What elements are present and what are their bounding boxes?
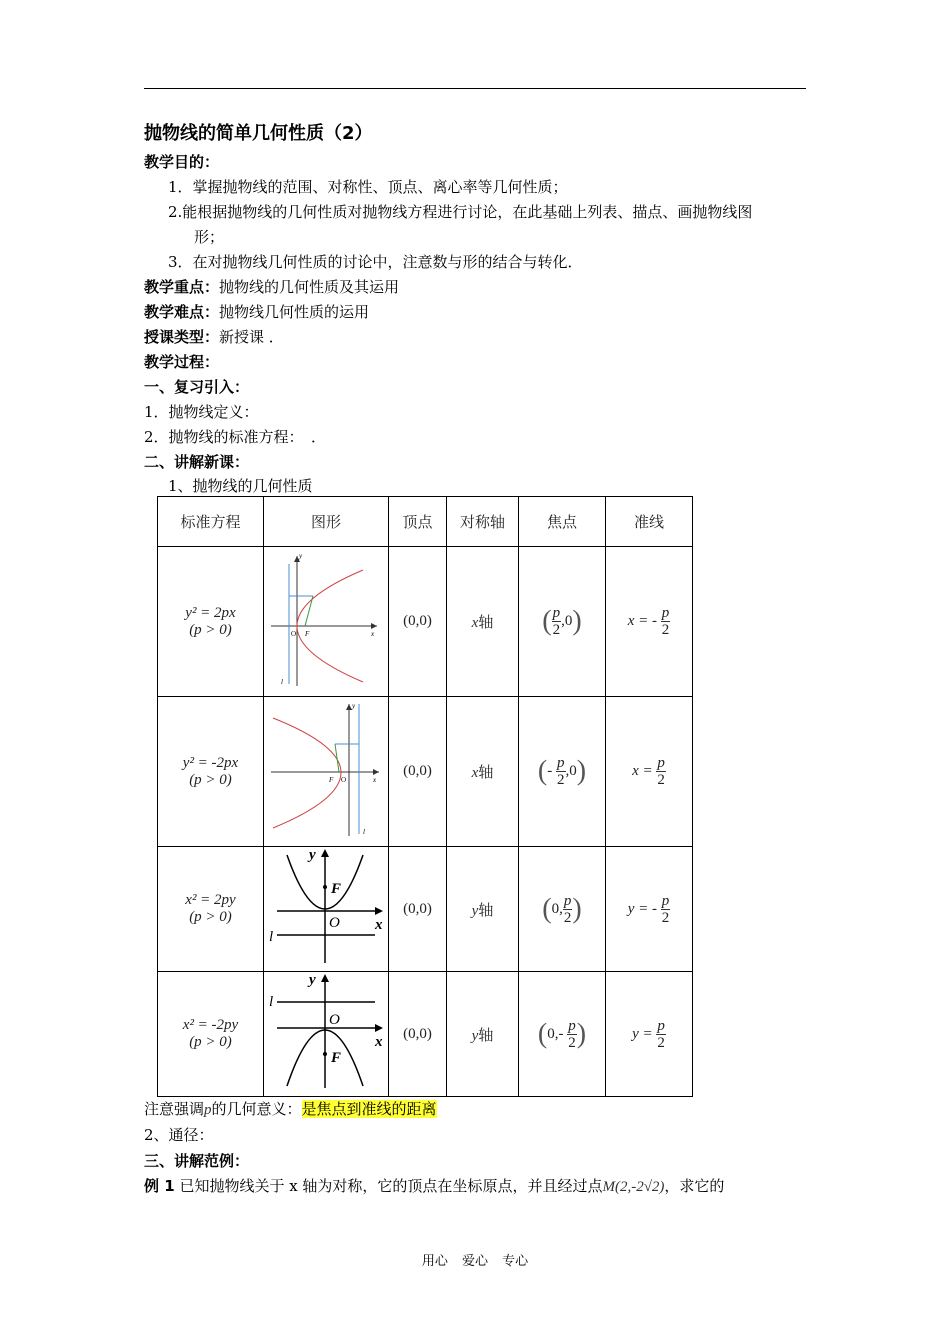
origin-label: O xyxy=(329,1012,340,1028)
condition: (p > 0) xyxy=(189,771,232,788)
latus-rectum-line: 2、通径： xyxy=(144,1126,214,1144)
vertex-cell: (0,0) xyxy=(389,847,447,972)
x-axis-label: x xyxy=(371,629,375,638)
figure-cell xyxy=(264,847,389,972)
note-line xyxy=(144,1099,437,1120)
axis-var: x xyxy=(471,765,479,781)
x-axis-label: x xyxy=(375,1034,383,1050)
review-item-1: 1．抛物线定义： xyxy=(144,403,259,421)
focus-prefix: 0,- xyxy=(547,1025,564,1042)
new-lesson-item-1: 1、抛物线的几何性质 xyxy=(168,477,313,495)
properties-table xyxy=(157,496,693,1097)
equation-cell xyxy=(158,697,264,847)
axis-cell xyxy=(447,697,519,847)
figure-cell xyxy=(264,547,389,697)
condition: (p > 0) xyxy=(189,1034,232,1050)
directrix-prefix: y = - xyxy=(627,900,658,917)
note-prefix: 注意强调 xyxy=(144,1100,205,1118)
parabola-right-figure xyxy=(267,550,385,690)
parabola-up-figure xyxy=(265,847,387,967)
objective-2-continued: 形； xyxy=(194,228,225,246)
table-row xyxy=(158,547,693,697)
x-axis-label: x xyxy=(375,917,383,933)
lesson-type-text: 新授课 ． xyxy=(219,328,284,346)
example-1-point: M(2,-2√2) xyxy=(602,1179,665,1195)
equation-cell xyxy=(158,972,264,1097)
figure-cell xyxy=(264,697,389,847)
directrix-prefix: y = xyxy=(632,1025,653,1042)
key-point xyxy=(144,277,399,297)
axis-var: y xyxy=(471,1027,479,1044)
footer-word: 专心 xyxy=(502,1254,529,1269)
origin-label: O xyxy=(329,915,340,931)
vertex-cell: (0,0) xyxy=(389,697,447,847)
directrix-cell xyxy=(606,697,693,847)
y-axis-label: y xyxy=(309,847,316,863)
parabola-left-figure xyxy=(267,700,385,840)
lesson-type xyxy=(144,327,284,347)
condition: (p > 0) xyxy=(189,621,232,638)
axis-cell xyxy=(447,847,519,972)
equation: x² = 2py xyxy=(185,892,236,908)
parabola-down-figure xyxy=(265,972,387,1092)
header-rule xyxy=(144,88,806,89)
axis-word: 轴 xyxy=(478,763,494,781)
focus-suffix: ,0 xyxy=(561,612,573,629)
axis-word: 轴 xyxy=(478,900,494,919)
new-lesson-heading: 二、讲解新课： xyxy=(144,453,250,471)
example-1-label: 例 1 xyxy=(144,1177,175,1195)
objective-2: 2.能根据抛物线的几何性质对抛物线方程进行讨论，在此基础上列表、描点、画抛物线图 xyxy=(168,203,753,221)
header-cell: 标准方程 xyxy=(158,497,264,547)
key-point-label: 教学重点： xyxy=(144,278,220,296)
page-footer xyxy=(0,1250,950,1269)
note-highlight: 是焦点到准线的距离 xyxy=(301,1100,437,1118)
objective-3: 3．在对抛物线几何性质的讨论中，注意数与形的结合与转化． xyxy=(168,253,583,271)
axis-cell xyxy=(447,547,519,697)
page-title: 抛物线的简单几何性质（2） xyxy=(144,123,373,144)
footer-word: 爱心 xyxy=(461,1254,488,1269)
y-axis-label: y xyxy=(309,972,316,988)
axis-var: y xyxy=(471,902,479,919)
directrix-fraction: $\frac{p}{2}$ xyxy=(661,892,670,926)
table-row xyxy=(158,972,693,1097)
note-middle: 的几何意义： xyxy=(211,1100,302,1118)
example-1 xyxy=(144,1176,724,1197)
equation: y² = 2px xyxy=(185,604,236,621)
directrix-label: l xyxy=(363,827,365,836)
condition: (p > 0) xyxy=(189,909,232,925)
table-header-row xyxy=(158,497,693,547)
focus-fraction: $\frac{p}{2}$ xyxy=(563,892,572,926)
focus-cell: (- $\frac{p}{2}$ ,0) xyxy=(519,697,606,847)
vertex-cell: (0,0) xyxy=(389,547,447,697)
difficulty-label: 教学难点： xyxy=(144,303,220,321)
focus-prefix: - xyxy=(547,762,553,779)
origin-label: O xyxy=(291,629,297,638)
x-axis-label: x xyxy=(373,775,377,784)
table-row xyxy=(158,847,693,972)
difficulty-text: 抛物线几何性质的运用 xyxy=(219,303,370,321)
focus-label: F xyxy=(305,629,310,638)
directrix-prefix: x = xyxy=(632,762,653,779)
objective-1: 1．掌握抛物线的范围、对称性、顶点、离心率等几何性质； xyxy=(168,178,568,196)
figure-cell xyxy=(264,972,389,1097)
equation: y² = -2px xyxy=(182,754,239,771)
focus-fraction: $\frac{p}{2}$ xyxy=(557,755,565,788)
example-1-text: 已知抛物线关于 x 轴为对称，它的顶点在坐标原点，并且经过点 xyxy=(174,1177,603,1195)
focus-prefix: 0, xyxy=(551,900,563,917)
equation-cell xyxy=(158,547,264,697)
objectives-heading: 教学目的： xyxy=(144,153,220,171)
focus-fraction: $\frac{p}{2}$ xyxy=(568,1017,576,1051)
header-cell: 顶点 xyxy=(389,497,447,547)
vertex-cell: (0,0) xyxy=(389,972,447,1097)
focus-suffix: ,0 xyxy=(565,762,577,779)
directrix-fraction: $\frac{p}{2}$ xyxy=(657,1017,665,1051)
axis-cell xyxy=(447,972,519,1097)
equation-cell xyxy=(158,847,264,972)
directrix-cell xyxy=(606,847,693,972)
directrix-cell xyxy=(606,547,693,697)
lesson-type-label: 授课类型： xyxy=(144,328,220,346)
directrix-label: l xyxy=(269,929,274,945)
directrix-cell xyxy=(606,972,693,1097)
header-cell: 焦点 xyxy=(519,497,606,547)
header-cell: 图形 xyxy=(264,497,389,547)
review-item-2: 2．抛物线的标准方程： ． xyxy=(144,428,327,446)
key-point-text: 抛物线的几何性质及其运用 xyxy=(219,278,400,296)
origin-label: O xyxy=(341,775,347,784)
process-label: 教学过程： xyxy=(144,353,220,371)
equation: x² = -2py xyxy=(182,1017,239,1033)
directrix-label: l xyxy=(269,994,274,1010)
header-cell: 准线 xyxy=(606,497,693,547)
example-1-tail: ，求它的 xyxy=(664,1177,725,1195)
focus-cell: ( $\frac{p}{2}$ ,0) xyxy=(519,547,606,697)
axis-var: x xyxy=(471,615,479,631)
focus-fraction: $\frac{p}{2}$ xyxy=(552,605,561,638)
header-cell: 对称轴 xyxy=(447,497,519,547)
focus-label: F xyxy=(329,775,334,784)
focus-label: F xyxy=(331,1050,342,1066)
axis-word: 轴 xyxy=(478,1025,494,1044)
directrix-label: l xyxy=(281,677,283,686)
directrix-prefix: x = - xyxy=(627,612,658,629)
review-heading: 一、复习引入： xyxy=(144,378,250,396)
examples-heading: 三、讲解范例： xyxy=(144,1152,250,1170)
focus-cell: (0,- $\frac{p}{2}$ ) xyxy=(519,972,606,1097)
directrix-fraction: $\frac{p}{2}$ xyxy=(657,755,665,788)
directrix-fraction: $\frac{p}{2}$ xyxy=(661,605,670,638)
difficulty xyxy=(144,302,369,322)
note-var: p xyxy=(204,1102,212,1118)
y-axis-label: y xyxy=(352,701,356,710)
table-row xyxy=(158,697,693,847)
focus-label: F xyxy=(331,881,342,897)
focus-cell: (0, $\frac{p}{2}$ ) xyxy=(519,847,606,972)
axis-word: 轴 xyxy=(478,613,494,631)
footer-word: 用心 xyxy=(421,1254,448,1269)
y-axis-label: y xyxy=(299,551,303,560)
